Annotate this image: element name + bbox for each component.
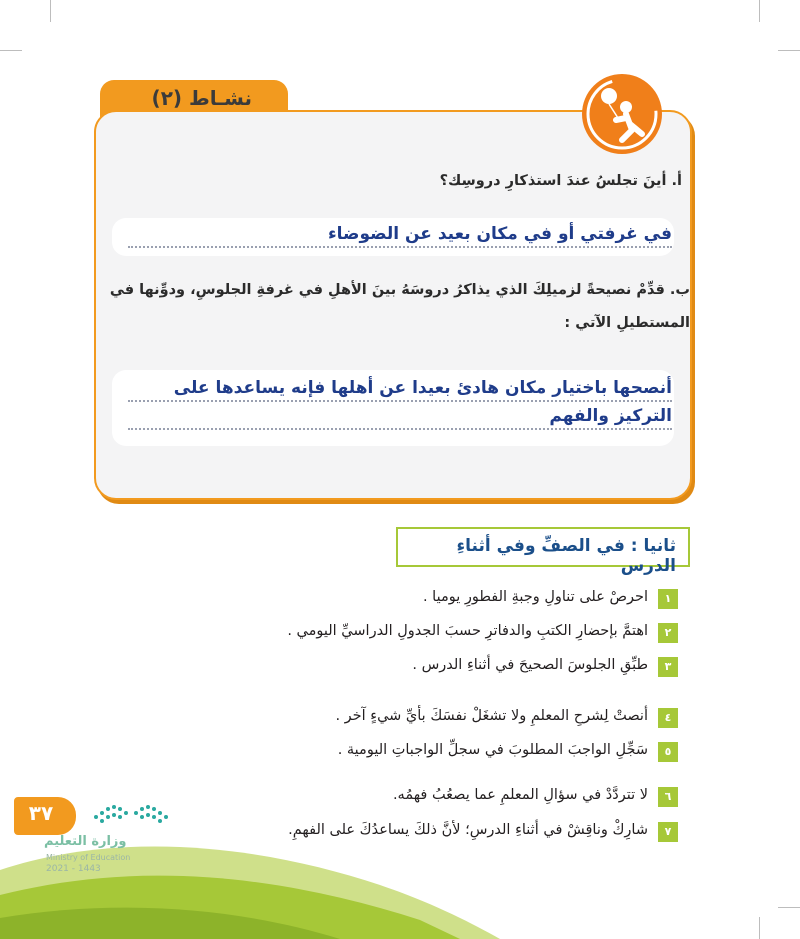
item-text: طبِّقِ الجلوسَ الصحيحَ في أثناءِ الدرس . bbox=[412, 657, 648, 673]
item-text: أنصتْ لِشرحِ المعلمِ ولا تشغَلْ نفسَكَ بأيِّ شيءٍ آخر . bbox=[335, 708, 648, 724]
ministry-name-ar: وزارة التعليم bbox=[44, 834, 127, 849]
answer-a-text: في غرفتي أو في مكان بعيد عن الضوضاء bbox=[327, 224, 672, 244]
section-heading: ثانيا : في الصفِّ وفي أثناءِ الدرس bbox=[456, 536, 676, 576]
person-balloon-icon bbox=[582, 74, 662, 154]
dotted-line bbox=[128, 246, 672, 248]
question-a: أ. أينَ تجلسُ عندَ استذكارِ دروسِك؟ bbox=[439, 173, 682, 189]
crop-mark bbox=[759, 0, 760, 22]
answer-b-line2: التركيز والفهم bbox=[549, 406, 672, 426]
question-b-line2: المستطيلِ الآتي : bbox=[564, 315, 690, 331]
item-number: ٥ bbox=[658, 742, 678, 762]
item-number: ٤ bbox=[658, 708, 678, 728]
item-text: لا تتردَّدْ في سؤالِ المعلمِ عما يصعُبُ فهمُه. bbox=[392, 787, 648, 803]
crop-mark bbox=[50, 0, 51, 22]
crop-mark bbox=[778, 50, 800, 51]
item-text: سَجِّلِ الواجبَ المطلوبَ في سجلِّ الواجباتِ اليومية . bbox=[337, 742, 648, 758]
item-number: ٦ bbox=[658, 787, 678, 807]
dotted-line bbox=[128, 428, 672, 430]
item-text: شارِكْ وناقِشْ في أثناءِ الدرسِ؛ لأنَّ ذلكَ يساعدُكَ على الفهمِ. bbox=[288, 822, 648, 838]
item-number: ٧ bbox=[658, 822, 678, 842]
ministry-year: 2021 - 1443 bbox=[46, 864, 101, 874]
activity-title: نشـاط (٢) bbox=[151, 86, 252, 110]
item-number: ٢ bbox=[658, 623, 678, 643]
section-heading-box bbox=[396, 527, 690, 576]
ministry-name-en: Ministry of Education bbox=[46, 853, 131, 862]
question-b-line1: ب. قدِّمْ نصيحةً لزميلِكَ الذي يذاكرُ دروسَهُ بينَ الأهلِ في غرفةِ الجلوسِ، ودوِّنها في bbox=[109, 282, 690, 298]
item-number: ١ bbox=[658, 589, 678, 609]
crop-mark bbox=[0, 50, 22, 51]
dotted-line bbox=[128, 400, 672, 402]
item-text: اهتمَّ بإحضارِ الكتبِ والدفاترِ حسبَ الجدولِ الدراسيِّ اليومي . bbox=[287, 623, 648, 639]
activity-badge bbox=[582, 74, 662, 154]
answer-b-line1: أنصحها باختيار مكان هادئ بعيدا عن أهلها فإنه يساعدها على bbox=[173, 378, 672, 398]
item-text: احرصْ على تناولِ وجبةِ الفطورِ يوميا . bbox=[422, 589, 648, 605]
ministry-logo-icon bbox=[88, 795, 174, 831]
page-number: ٣٧ bbox=[28, 801, 54, 825]
item-number: ٣ bbox=[658, 657, 678, 677]
